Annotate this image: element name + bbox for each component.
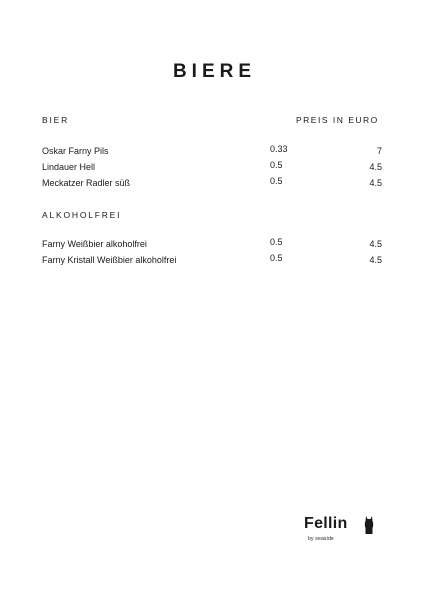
item-volume: 0.5: [270, 237, 283, 247]
item-price: 7: [376, 146, 382, 156]
item-name: Meckatzer Radler süß: [42, 178, 131, 188]
section-header-bier: BIER: [42, 115, 70, 125]
item-price: 4.5: [369, 178, 382, 188]
logo-subtitle: by seaside: [308, 536, 334, 542]
section-header-alkoholfrei: ALKOHOLFREI: [42, 210, 122, 220]
price-column-header: PREIS IN EURO: [296, 115, 379, 125]
item-name: Lindauer Hell: [42, 162, 96, 172]
item-volume: 0.5: [270, 253, 283, 263]
item-price: 4.5: [369, 255, 382, 265]
fellini-logo: [304, 515, 378, 551]
item-volume: 0.33: [270, 144, 288, 154]
page-title: BIERE: [172, 61, 257, 82]
item-name: Oskar Farny Pils: [42, 146, 109, 156]
item-name: Farny Weißbier alkoholfrei: [42, 239, 147, 249]
item-name: Farny Kristall Weißbier alkoholfrei: [42, 255, 177, 265]
item-price: 4.5: [369, 239, 382, 249]
menu-item: [42, 146, 382, 158]
menu-item: [42, 162, 382, 174]
cat-icon: [364, 515, 374, 535]
item-volume: 0.5: [270, 176, 283, 186]
logo-wordmark: Fellin: [304, 515, 348, 532]
menu-item: [42, 178, 382, 190]
menu-item: [42, 239, 382, 251]
item-price: 4.5: [369, 162, 382, 172]
menu-item: [42, 255, 382, 267]
item-volume: 0.5: [270, 160, 283, 170]
